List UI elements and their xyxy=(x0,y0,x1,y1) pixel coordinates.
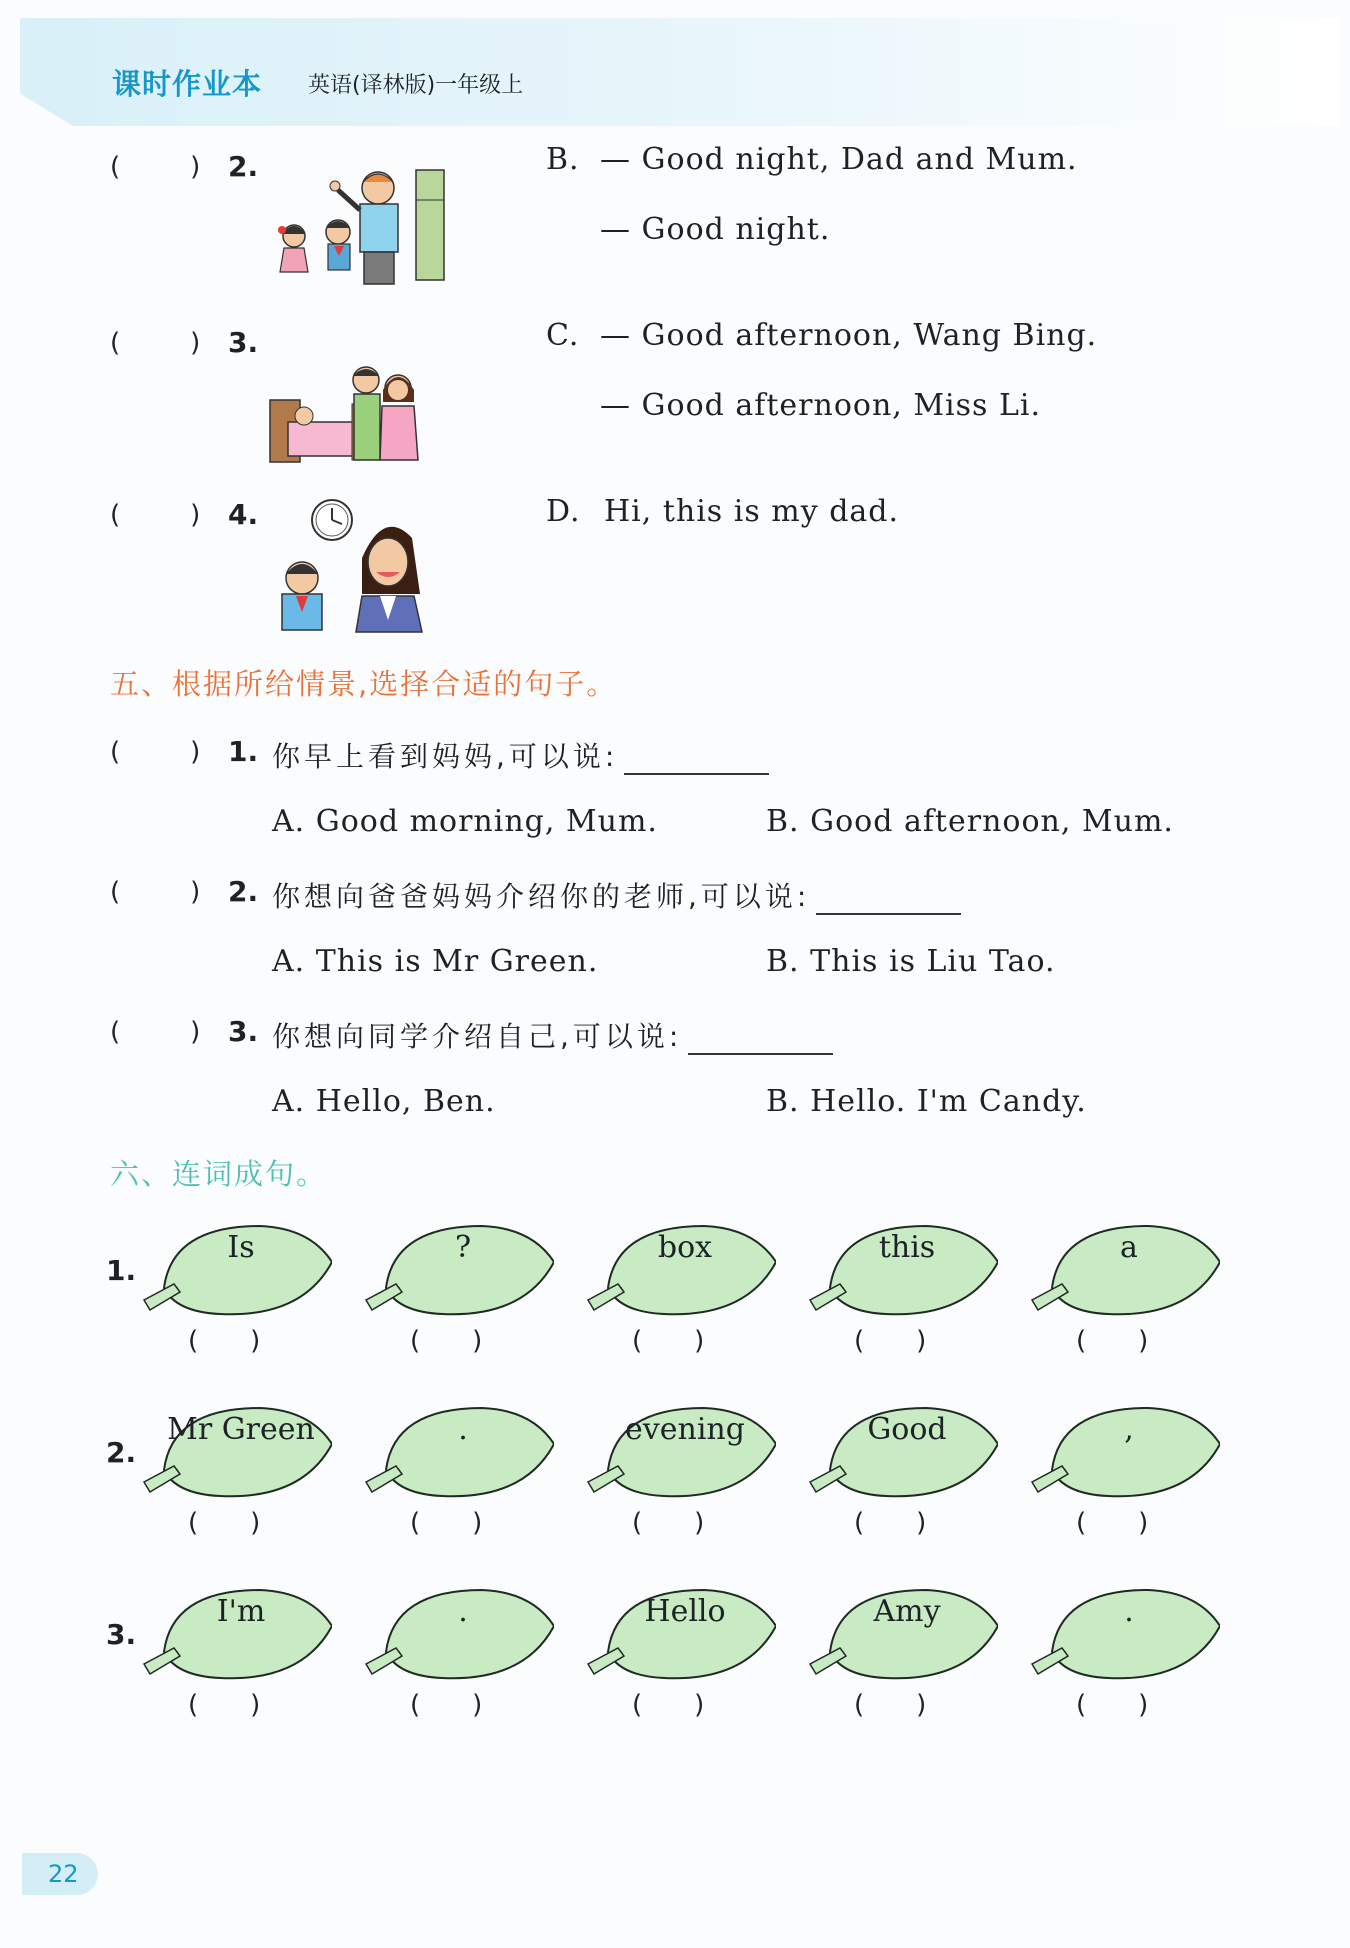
picture-children-greeting-teacher xyxy=(268,160,448,285)
option-line: Hi, this is my dad. xyxy=(604,494,900,529)
word-leaf xyxy=(364,1218,554,1318)
question-number: 4. xyxy=(228,498,259,531)
order-answer-paren[interactable]: ( ) xyxy=(188,1690,261,1720)
leaf-word: . xyxy=(458,1594,468,1629)
order-answer-paren[interactable]: ( ) xyxy=(188,1326,261,1356)
order-answer-paren[interactable]: ( ) xyxy=(854,1508,927,1538)
leaf-word: a xyxy=(1120,1230,1138,1265)
order-answer-paren[interactable]: ( ) xyxy=(1076,1508,1149,1538)
question-prompt: 你想向爸爸妈妈介绍你的老师,可以说: xyxy=(272,875,961,915)
word-leaf xyxy=(808,1218,998,1318)
word-leaf xyxy=(142,1218,332,1318)
leaf-word: . xyxy=(1124,1594,1134,1629)
word-leaf xyxy=(1030,1400,1220,1500)
word-leaf xyxy=(142,1582,332,1682)
leaf-word: evening xyxy=(625,1412,745,1447)
leaf-word: this xyxy=(878,1230,936,1265)
answer-paren: ( ) xyxy=(110,328,201,358)
order-answer-paren[interactable]: ( ) xyxy=(188,1508,261,1538)
order-answer-paren[interactable]: ( ) xyxy=(854,1326,927,1356)
option-line: — Good afternoon, Miss Li. xyxy=(600,388,1042,423)
order-answer-paren[interactable]: ( ) xyxy=(410,1690,483,1720)
question-prompt: 你想向同学介绍自己,可以说: xyxy=(272,1015,833,1055)
option-line: — Good afternoon, Wang Bing. xyxy=(600,318,1098,353)
header-subtitle: 英语(译林版)一年级上 xyxy=(308,73,524,98)
leaf-word: box xyxy=(657,1230,713,1265)
section5-title: 五、根据所给情景,选择合适的句子。 xyxy=(110,667,618,701)
leaf-word: Hello xyxy=(644,1594,726,1629)
question-number: 3. xyxy=(228,1015,259,1048)
option-b: B. Good afternoon, Mum. xyxy=(766,804,1174,839)
question-number: 2. xyxy=(228,150,259,183)
order-answer-paren[interactable]: ( ) xyxy=(410,1508,483,1538)
page-number: 22 xyxy=(48,1860,79,1888)
answer-blank[interactable] xyxy=(688,1049,833,1055)
word-leaf xyxy=(586,1218,776,1318)
answer-blank[interactable] xyxy=(624,769,769,775)
option-a: A. This is Mr Green. xyxy=(272,944,599,979)
leaf-word: , xyxy=(1124,1412,1134,1447)
leaf-word: I'm xyxy=(216,1594,266,1629)
word-leaf xyxy=(586,1400,776,1500)
option-letter: C. xyxy=(546,318,580,353)
order-answer-paren[interactable]: ( ) xyxy=(1076,1690,1149,1720)
row-number: 3. xyxy=(106,1618,137,1651)
answer-paren: ( ) xyxy=(110,1017,201,1047)
option-b: B. Hello. I'm Candy. xyxy=(766,1084,1087,1119)
answer-paren: ( ) xyxy=(110,877,201,907)
leaf-word: Good xyxy=(867,1412,947,1447)
answer-paren: ( ) xyxy=(110,737,201,767)
order-answer-paren[interactable]: ( ) xyxy=(632,1690,705,1720)
word-leaf xyxy=(808,1400,998,1500)
order-answer-paren[interactable]: ( ) xyxy=(854,1690,927,1720)
header-title: 课时作业本 xyxy=(112,67,263,101)
word-leaf xyxy=(364,1582,554,1682)
leaf-word: Mr Green xyxy=(167,1412,315,1447)
option-line: — Good night. xyxy=(600,212,831,247)
leaf-word: Amy xyxy=(873,1594,941,1629)
answer-paren: ( ) xyxy=(110,152,201,182)
order-answer-paren[interactable]: ( ) xyxy=(632,1326,705,1356)
word-leaf xyxy=(1030,1218,1220,1318)
order-answer-paren[interactable]: ( ) xyxy=(1076,1326,1149,1356)
answer-paren: ( ) xyxy=(110,500,201,530)
word-leaf xyxy=(586,1582,776,1682)
row-number: 2. xyxy=(106,1436,137,1469)
word-leaf xyxy=(1030,1582,1220,1682)
word-leaf xyxy=(364,1400,554,1500)
leaf-word: ? xyxy=(454,1230,472,1265)
section6-title: 六、连词成句。 xyxy=(110,1157,328,1191)
option-a: A. Good morning, Mum. xyxy=(272,804,658,839)
option-letter: D. xyxy=(546,494,581,529)
word-leaf xyxy=(142,1400,332,1500)
leaf-word: Is xyxy=(227,1230,255,1265)
order-answer-paren[interactable]: ( ) xyxy=(632,1508,705,1538)
option-letter: B. xyxy=(546,142,580,177)
option-b: B. This is Liu Tao. xyxy=(766,944,1056,979)
question-number: 1. xyxy=(228,735,259,768)
question-number: 3. xyxy=(228,326,259,359)
option-line: — Good night, Dad and Mum. xyxy=(600,142,1078,177)
answer-blank[interactable] xyxy=(816,909,961,915)
picture-parents-at-childs-bedside xyxy=(268,360,428,465)
leaf-word: . xyxy=(458,1412,468,1447)
order-answer-paren[interactable]: ( ) xyxy=(410,1326,483,1356)
question-number: 2. xyxy=(228,875,259,908)
row-number: 1. xyxy=(106,1254,137,1287)
word-leaf xyxy=(808,1582,998,1682)
question-prompt: 你早上看到妈妈,可以说: xyxy=(272,735,769,775)
picture-boy-teacher-clock xyxy=(272,498,442,633)
option-a: A. Hello, Ben. xyxy=(272,1084,496,1119)
